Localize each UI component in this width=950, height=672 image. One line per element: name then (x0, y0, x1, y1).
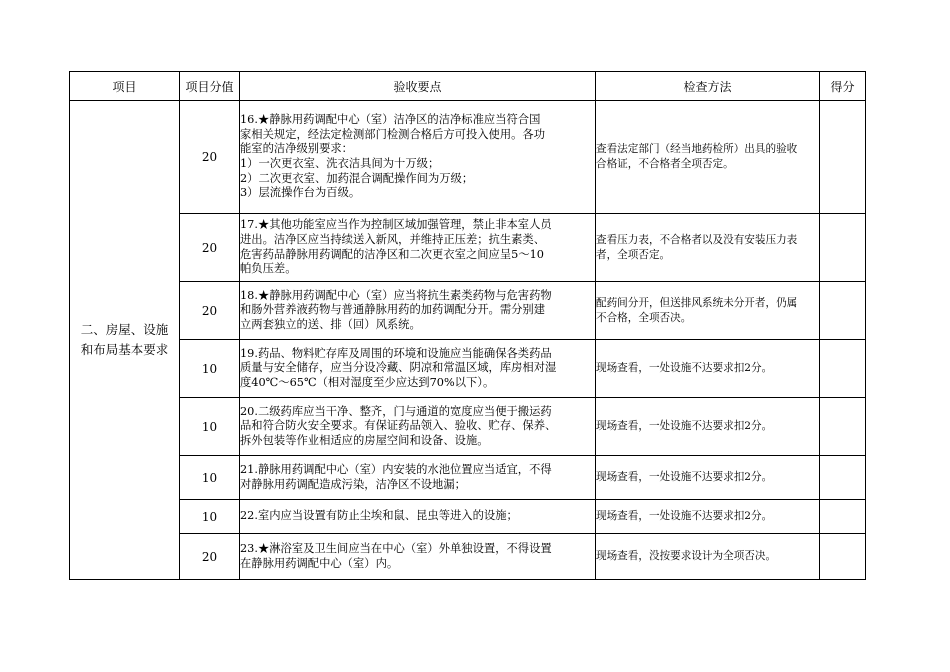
table-row (70, 500, 866, 534)
row-score: 20 (180, 101, 240, 214)
section-label: 二、房屋、设施 和布局基本要求 (70, 101, 180, 580)
row-score: 10 (180, 456, 240, 500)
row-method: 现场查看，一处设施不达要求扣2分。 (596, 398, 820, 456)
row-result-cell (820, 398, 866, 456)
header-item: 项目 (70, 72, 180, 101)
table-header-row (70, 72, 866, 101)
table-row (70, 214, 866, 282)
row-method: 查看压力表，不合格者以及没有安装压力表 者，全项否定。 (596, 214, 820, 282)
row-result-cell (820, 214, 866, 282)
table-row (70, 534, 866, 580)
row-method: 现场查看，一处设施不达要求扣2分。 (596, 456, 820, 500)
row-result-cell (820, 534, 866, 580)
row-points: 16.★静脉用药调配中心（室）洁净区的洁净标准应当符合国 家相关规定，经法定检测部门检测合格后方可投入使用。各功 能室的洁净级别要求： 1）一次更衣室、洗衣洁具间为十万级； 2）二次更衣室、加药混合调配操作间为万级； 3）层流操作台为百级。 (240, 101, 596, 214)
table-row (70, 282, 866, 340)
row-score: 20 (180, 282, 240, 340)
row-points: 23.★淋浴室及卫生间应当在中心（室）外单独设置，不得设置 在静脉用药调配中心（室）内。 (240, 534, 596, 580)
row-score: 10 (180, 398, 240, 456)
row-method: 现场查看，一处设施不达要求扣2分。 (596, 340, 820, 398)
row-result-cell (820, 340, 866, 398)
row-method: 配药间分开，但送排风系统未分开者，仍属 不合格，全项否决。 (596, 282, 820, 340)
row-result-cell (820, 500, 866, 534)
row-points: 21.静脉用药调配中心（室）内安装的水池位置应当适宜，不得 对静脉用药调配造成污染，洁净区不设地漏； (240, 456, 596, 500)
header-result: 得分 (820, 72, 866, 101)
header-points: 验收要点 (240, 72, 596, 101)
table-row (70, 398, 866, 456)
row-method: 现场查看，没按要求设计为全项否决。 (596, 534, 820, 580)
row-points: 18.★静脉用药调配中心（室）应当将抗生素类药物与危害药物 和肠外营养液药物与普通静脉用药的加药调配分开。需分别建 立两套独立的送、排（回）风系统。 (240, 282, 596, 340)
row-score: 10 (180, 500, 240, 534)
row-points: 17.★其他功能室应当作为控制区域加强管理，禁止非本室人员 进出。洁净区应当持续送入新风，并维持正压差；抗生素类、 危害药品静脉用药调配的洁净区和二次更衣室之间应呈5～10 帕负压差。 (240, 214, 596, 282)
table-row (70, 101, 866, 214)
row-method: 现场查看，一处设施不达要求扣2分。 (596, 500, 820, 534)
row-method: 查看法定部门（经当地药检所）出具的验收 合格证，不合格者全项否定。 (596, 101, 820, 214)
header-score: 项目分值 (180, 72, 240, 101)
table-row (70, 340, 866, 398)
row-score: 20 (180, 214, 240, 282)
row-points: 19.药品、物料贮存库及周围的环境和设施应当能确保各类药品 质量与安全储存，应当分设冷藏、阴凉和常温区域，库房相对湿 度40℃～65℃（相对湿度至少应达到70%以下）。 (240, 340, 596, 398)
table-row (70, 456, 866, 500)
row-result-cell (820, 456, 866, 500)
acceptance-checklist-table (69, 71, 866, 580)
header-method: 检查方法 (596, 72, 820, 101)
row-score: 10 (180, 340, 240, 398)
row-score: 20 (180, 534, 240, 580)
row-points: 20.二级药库应当干净、整齐，门与通道的宽度应当便于搬运药 品和符合防火安全要求。有保证药品领入、验收、贮存、保养、 拆外包装等作业相适应的房屋空间和设备、设施。 (240, 398, 596, 456)
row-result-cell (820, 101, 866, 214)
row-points: 22.室内应当设置有防止尘埃和鼠、昆虫等进入的设施； (240, 500, 596, 534)
row-result-cell (820, 282, 866, 340)
